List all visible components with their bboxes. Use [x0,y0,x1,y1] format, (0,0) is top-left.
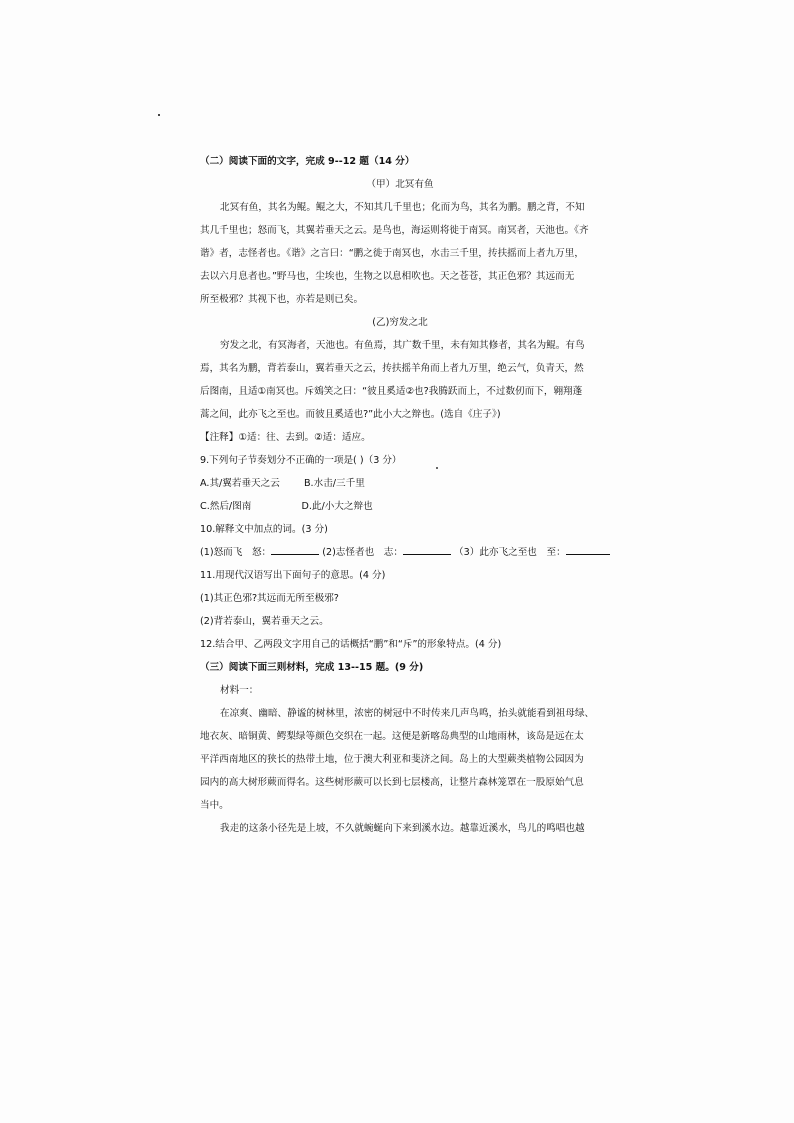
passage-a-title: （甲）北冥有鱼 [366,179,434,190]
q11-item-1: (1)其正色邪?其远而无所至极邪? [200,593,339,604]
q11-item-2: (2)背若泰山，翼若垂天之云。 [200,616,329,627]
passage-b-line: 焉，其名为鹏，背若泰山，翼若垂天之云，抟扶摇羊角而上者九万里，绝云气，负青天，然 [200,363,584,374]
answer-blank [403,544,451,555]
material1-label: 材料一： [220,685,259,696]
document-body [200,150,600,840]
annotation-note: 【注释】①适：往、去到。②适：适应。 [200,432,371,443]
passage-a-line: 其几千里也；怒而飞，其翼若垂天之云。是鸟也，海运则将徙于南冥。南冥者，天池也。《齐 [200,225,589,236]
passage-a-line: 去以六月息者也。”野马也，尘埃也，生物之以息相吹也。天之苍苍，其正色邪？其远而无 [200,271,575,282]
q10-item-1: (1)怒而飞 怒： [200,547,272,558]
q9-option-d: D.此/小大之辩也 [301,501,373,512]
scan-speck [158,114,160,116]
passage-b-line: 后图南，且适①南冥也。斥鴳笑之曰：“彼且奚适②也?我腾跃而上，不过数仞而下，翱翔蓬 [200,386,583,397]
q10-items-row [200,541,600,564]
material1-line: 平洋西南地区的狭长的热带土地，位于澳大利亚和斐济之间。岛上的大型蕨类植物公园因为 [200,754,584,765]
answer-blank [566,544,610,555]
material1-line: 地衣灰、暗铜黄、鳄梨绿等颜色交织在一起。这便是新喀岛典型的山地雨林，该岛是远在太 [200,731,584,742]
passage-b-line: 穷发之北，有冥海者，天池也。有鱼焉，其广数千里，未有知其修者，其名为鲲。有鸟 [220,340,585,351]
section2-header: （二）阅读下面的文字，完成 9--12 题（14 分） [200,156,415,167]
material1-line: 当中。 [200,800,229,811]
q9-option-c: C.然后/图南 [200,501,252,512]
q9-option-b: B.水击/三千里 [303,478,365,489]
q9-options-row [200,472,600,495]
q9-option-a: A.其/翼若垂天之云 [200,478,280,489]
answer-blank [271,544,319,555]
q9-stem: 9.下列句子节奏划分不正确的一项是( )（3 分） [200,455,402,466]
passage-a-line: 所至极邪？其视下也，亦若是则已矣。 [200,294,364,305]
passage-b-title: (乙)穷发之北 [372,317,428,328]
material1-line: 在凉爽、幽暗、静谧的树林里，浓密的树冠中不时传来几声鸟鸣，抬头就能看到祖母绿、 [220,708,595,719]
q10-stem: 10.解释文中加点的词。(3 分) [200,524,328,535]
passage-a-line: 谐》者，志怪者也。《谐》之言曰：“鹏之徙于南冥也，水击三千里，抟扶摇而上者九万里， [200,248,584,259]
material1-paragraph2: 我走的这条小径先是上坡，不久就蜿蜒向下来到溪水边。越靠近溪水，鸟儿的鸣唱也越 [220,823,585,834]
q10-item-3: （3）此亦飞之至也 至： [454,547,566,558]
q12-stem: 12.结合甲、乙两段文字用自己的话概括“鹏”和“斥”的形象特点。(4 分) [200,639,502,650]
q9-options-row [200,495,600,518]
q10-item-2: (2)志怪者也 志： [322,547,403,558]
section3-header: （三）阅读下面三则材料，完成 13--15 题。(9 分) [200,662,424,673]
material1-line: 园内的高大树形蕨而得名。这些树形蕨可以长到七层楼高，让整片森林笼罩在一股原始气息 [200,777,584,788]
passage-a-line: 北冥有鱼，其名为鲲。鲲之大，不知其几千里也；化而为鸟，其名为鹏。鹏之背，不知 [220,202,585,213]
q11-stem: 11.用现代汉语写出下面句子的意思。(4 分) [200,570,386,581]
passage-b-line: 蒿之间，此亦飞之至也。而彼且奚适也?”此小大之辩也。(选自《庄子》) [200,409,501,420]
